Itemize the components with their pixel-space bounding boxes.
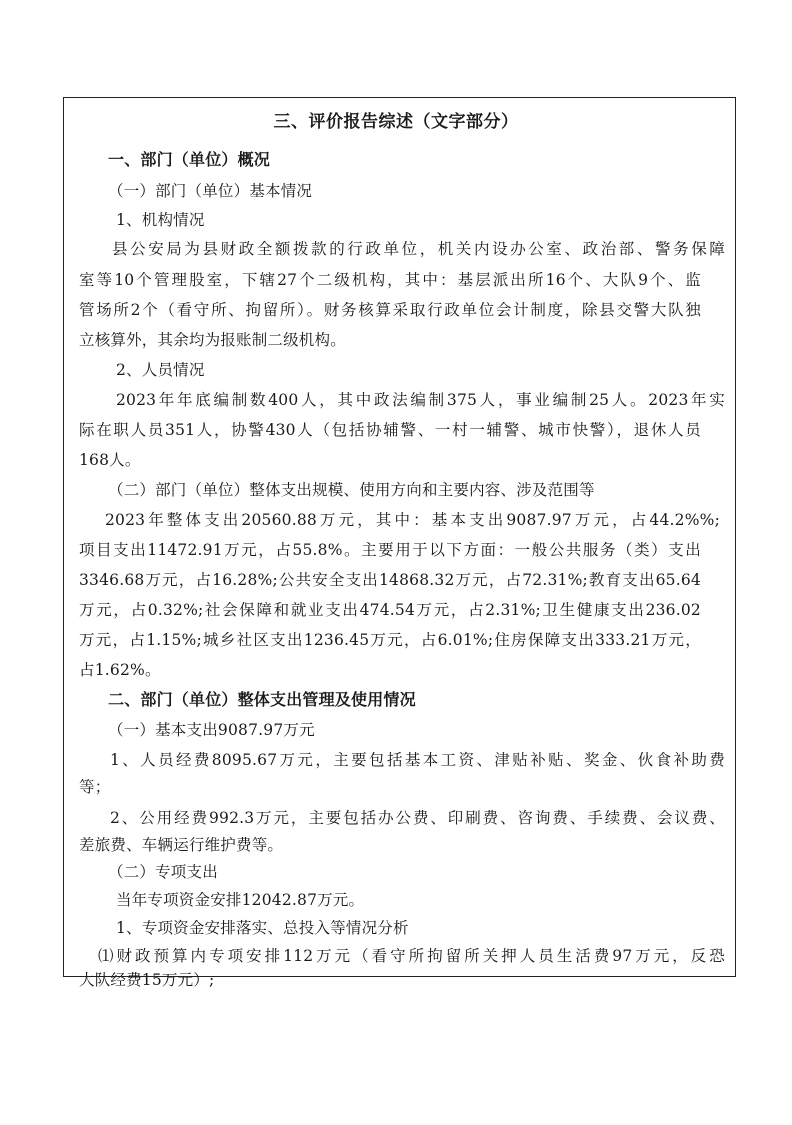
paragraph-line: 室等10个管理股室，下辖27个二级机构，其中：基层派出所16个、大队9个、监 bbox=[79, 271, 701, 289]
subsection-heading: （二）专项支出 bbox=[108, 863, 218, 881]
paragraph-line: 万元，占0.32%;社会保障和就业支出474.54万元，占2.31%;卫生健康支出236.02 bbox=[79, 601, 701, 619]
paragraph-line: 管场所2个（看守所、拘留所）。财务核算采取行政单位会计制度，除县交警大队独 bbox=[79, 301, 701, 319]
paragraph-line: 当年专项资金安排12042.87万元。 bbox=[116, 891, 365, 909]
section-1-heading: 一、部门（单位）概况 bbox=[108, 150, 271, 169]
item-heading: 1、专项资金安排落实、总投入等情况分析 bbox=[116, 919, 409, 937]
item-heading: 1、机构情况 bbox=[116, 211, 205, 229]
paragraph-line: 县公安局为县财政全额拨款的行政单位，机关内设办公室、政治部、警务保障 bbox=[112, 240, 725, 258]
section-title: 三、评价报告综述（文字部分） bbox=[273, 112, 519, 132]
subsection-heading: （一）部门（单位）基本情况 bbox=[108, 182, 313, 200]
paragraph-line: 立核算外，其余均为报账制二级机构。 bbox=[79, 331, 346, 349]
paragraph-line: 等； bbox=[79, 778, 111, 796]
paragraph-line: 2、公用经费992.3万元，主要包括办公费、印刷费、咨询费、手续费、会议费、 bbox=[110, 809, 725, 827]
paragraph-line: 大队经费15万元）; bbox=[79, 971, 215, 989]
paragraph-line: 1、人员经费8095.67万元，主要包括基本工资、津贴补贴、奖金、伙食补助费 bbox=[110, 751, 725, 769]
paragraph-line: 差旅费、车辆运行维护费等。 bbox=[79, 836, 284, 854]
paragraph-line: 际在职人员351人，协警430人（包括协辅警、一村一辅警、城市快警），退休人员 bbox=[79, 421, 701, 439]
item-heading: 2、人员情况 bbox=[116, 361, 205, 379]
paragraph-line: ⑴财政预算内专项安排112万元（看守所拘留所关押人员生活费97万元，反恐 bbox=[98, 947, 725, 965]
paragraph-line: 2023年整体支出20560.88万元，其中：基本支出9087.97万元，占44.2%%; bbox=[105, 511, 720, 529]
paragraph-line: 2023年年底编制数400人，其中政法编制375人，事业编制25人。2023年实 bbox=[116, 391, 725, 409]
paragraph-line: 3346.68万元，占16.28%;公共安全支出14868.32万元，占72.31%;教育支出65.64 bbox=[79, 571, 701, 589]
paragraph-line: 占1.62%。 bbox=[79, 661, 161, 679]
paragraph-line: 项目支出11472.91万元，占55.8%。主要用于以下方面：一般公共服务（类）支出 bbox=[79, 541, 701, 559]
paragraph-line: 168人。 bbox=[79, 451, 141, 469]
section-2-heading: 二、部门（单位）整体支出管理及使用情况 bbox=[108, 690, 416, 709]
subsection-heading: （一）基本支出9087.97万元 bbox=[108, 721, 315, 739]
subsection-heading: （二）部门（单位）整体支出规模、使用方向和主要内容、涉及范围等 bbox=[108, 481, 595, 499]
paragraph-line: 万元，占1.15%;城乡社区支出1236.45万元，占6.01%;住房保障支出333.21万元， bbox=[79, 631, 701, 649]
